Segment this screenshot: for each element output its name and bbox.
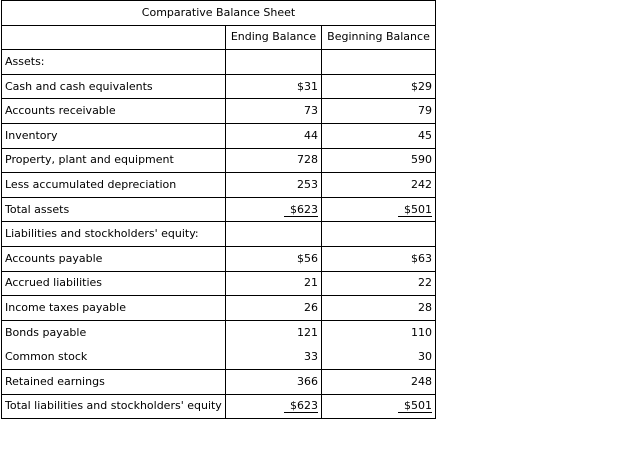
row-label: Liabilities and stockholders' equity:: [2, 222, 226, 247]
title-row: [2, 1, 436, 26]
row-label: Inventory: [2, 123, 226, 148]
ending-value: 728: [226, 148, 322, 173]
beginning-value: 242: [322, 173, 436, 198]
ending-value: [226, 50, 322, 75]
ending-value: 73: [226, 99, 322, 124]
row-label: Accounts receivable: [2, 99, 226, 124]
table-row: [2, 271, 436, 296]
ending-value: 26: [226, 296, 322, 321]
row-label: Property, plant and equipment: [2, 148, 226, 173]
row-label: Accrued liabilities: [2, 271, 226, 296]
ending-value: 33: [226, 345, 322, 370]
table-row: [2, 345, 436, 370]
row-label: Common stock: [2, 345, 226, 370]
table-row: [2, 50, 436, 75]
row-label: Less accumulated depreciation: [2, 173, 226, 198]
row-label: Retained earnings: [2, 369, 226, 394]
beginning-value: $29: [322, 74, 436, 99]
table-row: [2, 148, 436, 173]
column-header-row: [2, 25, 436, 50]
table-row: [2, 369, 436, 394]
beginning-value: 45: [322, 123, 436, 148]
ending-value: 44: [226, 123, 322, 148]
sheet-title: Comparative Balance Sheet: [2, 1, 436, 26]
beginning-value: 248: [322, 369, 436, 394]
ending-value: 121: [226, 320, 322, 345]
table-row: [2, 246, 436, 271]
table-row: [2, 320, 436, 345]
ending-total-value: $623: [284, 399, 318, 413]
beginning-total-cell: [322, 197, 436, 222]
column-header-ending: Ending Balance: [226, 25, 322, 50]
total-row: [2, 197, 436, 222]
ending-total-cell: [226, 394, 322, 419]
table-row: [2, 222, 436, 247]
row-label: Total assets: [2, 197, 226, 222]
ending-value: [226, 222, 322, 247]
ending-value: $31: [226, 74, 322, 99]
ending-total-value: $623: [284, 203, 318, 217]
beginning-value: [322, 222, 436, 247]
beginning-total-cell: [322, 394, 436, 419]
row-label: Income taxes payable: [2, 296, 226, 321]
row-label: Assets:: [2, 50, 226, 75]
beginning-value: $63: [322, 246, 436, 271]
balance-sheet-table: [1, 0, 436, 419]
beginning-value: 30: [322, 345, 436, 370]
table-row: [2, 173, 436, 198]
ending-value: 253: [226, 173, 322, 198]
header-blank-cell: [2, 25, 226, 50]
ending-total-cell: [226, 197, 322, 222]
table-row: [2, 296, 436, 321]
beginning-value: 28: [322, 296, 436, 321]
row-label: Total liabilities and stockholders' equity: [2, 394, 226, 419]
beginning-value: 79: [322, 99, 436, 124]
ending-value: $56: [226, 246, 322, 271]
table-row: [2, 99, 436, 124]
table-row: [2, 74, 436, 99]
total-row: [2, 394, 436, 419]
ending-value: 21: [226, 271, 322, 296]
beginning-value: 22: [322, 271, 436, 296]
row-label: Bonds payable: [2, 320, 226, 345]
ending-value: 366: [226, 369, 322, 394]
row-label: Accounts payable: [2, 246, 226, 271]
beginning-value: 110: [322, 320, 436, 345]
row-label: Cash and cash equivalents: [2, 74, 226, 99]
beginning-total-value: $501: [398, 399, 432, 413]
beginning-value: [322, 50, 436, 75]
beginning-value: 590: [322, 148, 436, 173]
column-header-beginning: Beginning Balance: [322, 25, 436, 50]
beginning-total-value: $501: [398, 203, 432, 217]
table-row: [2, 123, 436, 148]
